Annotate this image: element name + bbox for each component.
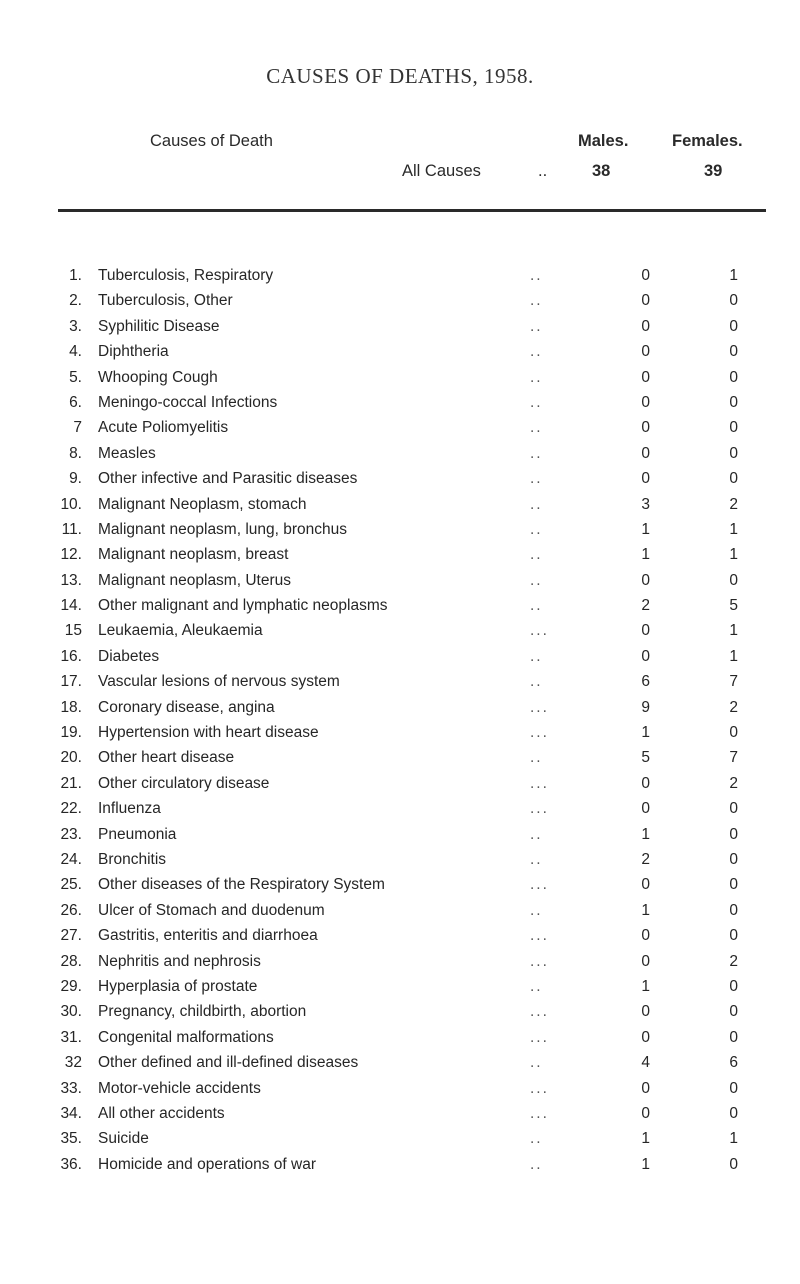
row-number: 30. [60,1003,82,1021]
females-count: 0 [729,419,738,437]
leader-dots: ... [530,927,549,945]
leader-dots: .. [530,444,543,462]
table-row [0,318,800,343]
males-count: 6 [641,673,650,691]
cause-name: Pneumonia [98,825,177,843]
leader-dots: .. [530,1130,543,1148]
leader-dots: .. [530,292,543,310]
females-count: 7 [729,673,738,691]
females-count: 1 [729,647,738,665]
males-count: 1 [641,724,650,742]
table-row [0,673,800,698]
cause-name: Acute Poliomyelitis [98,419,229,437]
table-row [0,470,800,495]
males-count: 0 [641,876,650,894]
females-count: 1 [729,1130,738,1148]
cause-name: Malignant Neoplasm, stomach [98,495,307,513]
table-row [0,521,800,546]
cause-name: Tuberculosis, Respiratory [98,267,274,284]
leader-dots: ... [530,1003,549,1021]
table-row [0,876,800,901]
table-row [0,902,800,927]
females-count: 0 [729,393,738,411]
males-count: 1 [641,825,650,843]
cause-name: Ulcer of Stomach and duodenum [98,901,325,919]
females-count: 0 [729,927,738,945]
males-count: 0 [641,1003,650,1021]
females-count: 0 [729,1104,738,1122]
row-number: 16. [60,647,82,665]
leader-dots: .. [530,901,543,919]
leader-dots: .. [530,597,543,615]
males-count: 5 [641,749,650,767]
leader-dots: ... [530,774,549,792]
leader-dots: ... [530,800,549,818]
table-row [0,648,800,673]
cause-name: Gastritis, enteritis and diarrhoea [98,927,318,945]
females-count: 0 [729,1028,738,1046]
males-count: 1 [641,520,650,538]
leader-dots: .. [530,495,543,513]
row-number: 10. [60,495,82,513]
leader-dots: ... [530,1079,549,1097]
females-count: 0 [729,724,738,742]
table-row [0,1130,800,1155]
males-count: 0 [641,1028,650,1046]
males-count: 0 [641,393,650,411]
leader-dots: .. [530,749,543,767]
males-count: 1 [641,1155,650,1173]
females-count: 0 [729,1079,738,1097]
females-column-header: Females. [672,132,743,150]
males-count: 0 [641,800,650,818]
row-number: 12. [60,546,82,564]
females-count: 1 [729,520,738,538]
all-causes-males: 38 [592,162,611,180]
table-row [0,267,800,292]
females-count: 0 [729,1155,738,1173]
females-count: 0 [729,571,738,589]
table-row [0,445,800,470]
cause-name: Diphtheria [98,343,169,361]
males-count: 0 [641,622,650,640]
row-number: 31. [60,1028,82,1046]
table-row [0,1156,800,1181]
table-row [0,775,800,800]
page-title: CAUSES OF DEATHS, 1958. [266,64,534,88]
table-row [0,851,800,876]
cause-name: Bronchitis [98,850,167,868]
cause-name: Whooping Cough [98,368,218,386]
leader-dots: .. [530,343,543,361]
table-row [0,1080,800,1105]
header-divider [58,209,766,212]
row-number: 28. [60,952,82,970]
cause-name: Hypertension with heart disease [98,724,319,742]
leader-dots: .. [530,673,543,691]
males-count: 0 [641,343,650,361]
table-row [0,546,800,571]
leader-dots: ... [530,1028,549,1046]
males-count: 2 [641,597,650,615]
males-count: 2 [641,850,650,868]
males-count: 0 [641,1079,650,1097]
cause-name: Suicide [98,1130,149,1148]
males-count: 9 [641,698,650,716]
leader-dots: .. [530,825,543,843]
males-count: 0 [641,419,650,437]
cause-name: Other circulatory disease [98,774,270,792]
females-count: 0 [729,901,738,919]
cause-name: Motor-vehicle accidents [98,1079,261,1097]
females-count: 0 [729,850,738,868]
females-count: 0 [729,444,738,462]
cause-name: Other heart disease [98,749,235,767]
row-number: 9. [69,470,82,488]
row-number: 33. [60,1079,82,1097]
row-number: 21. [60,774,82,792]
leader-dots: .. [530,267,543,284]
males-count: 0 [641,952,650,970]
leader-dots: ... [530,724,549,742]
row-number: 26. [60,901,82,919]
males-count: 0 [641,571,650,589]
leader-dots: .. [530,571,543,589]
males-count: 0 [641,368,650,386]
row-number: 11. [61,520,82,538]
leader-dots: .. [530,1155,543,1173]
males-column-header: Males. [578,132,629,150]
cause-name: Congenital malformations [98,1028,274,1046]
leader-dots: .. [530,520,543,538]
leader-dots: ... [530,876,549,894]
leader-dots: ... [530,952,549,970]
table-row [0,1003,800,1028]
cause-name: Malignant neoplasm, Uterus [98,571,291,589]
row-number: 20. [60,749,82,767]
females-count: 0 [729,977,738,995]
females-count: 5 [729,597,738,615]
row-number: 17. [60,673,82,691]
cause-name: Malignant neoplasm, lung, bronchus [98,520,348,538]
leader-dots: ... [530,698,549,716]
females-count: 0 [729,317,738,335]
table-row [0,749,800,774]
table-row [0,622,800,647]
females-count: 0 [729,876,738,894]
row-number: 22. [60,800,82,818]
females-count: 0 [729,343,738,361]
males-count: 1 [641,546,650,564]
row-number: 36. [60,1155,82,1173]
leader-dots: .. [530,393,543,411]
males-count: 1 [641,1130,650,1148]
females-count: 2 [729,774,738,792]
row-number: 14. [60,597,82,615]
table-row [0,419,800,444]
table-row [0,343,800,368]
females-count: 0 [729,470,738,488]
cause-name: Pregnancy, childbirth, abortion [98,1003,307,1021]
row-number: 3. [69,317,82,335]
row-number: 34. [60,1104,82,1122]
cause-name: Influenza [98,800,161,818]
row-number: 2. [69,292,82,310]
cause-name: Vascular lesions of nervous system [98,673,340,691]
row-number: 8. [69,444,82,462]
males-count: 0 [641,267,650,284]
cause-name: Hyperplasia of prostate [98,977,258,995]
row-number: 19. [60,724,82,742]
table-row [0,292,800,317]
cause-name: Syphilitic Disease [98,317,220,335]
cause-name: Diabetes [98,647,160,665]
cause-name: Meningo-coccal Infections [98,393,278,411]
table-row [0,597,800,622]
females-count: 6 [729,1054,738,1072]
row-number: 29. [60,977,82,995]
females-count: 0 [729,292,738,310]
leader-dots: .. [530,419,543,437]
leader-dots: .. [530,317,543,335]
row-number: 27. [60,927,82,945]
females-count: 1 [729,267,738,284]
cause-name: Malignant neoplasm, breast [98,546,289,564]
cause-name: Leukaemia, Aleukaemia [98,622,263,640]
table-row [0,826,800,851]
males-count: 1 [641,901,650,919]
causes-column-header: Causes of Death [150,132,273,150]
leader-dots: .. [530,470,543,488]
males-count: 3 [641,495,650,513]
leader-dots: .. [530,368,543,386]
females-count: 2 [729,952,738,970]
males-count: 0 [641,774,650,792]
leader-dots: .. [530,647,543,665]
causes-table [0,267,800,1181]
leader-dots: .. [530,850,543,868]
males-count: 0 [641,317,650,335]
table-row [0,369,800,394]
cause-name: Other defined and ill-defined diseases [98,1054,359,1072]
table-row [0,978,800,1003]
cause-name: Homicide and operations of war [98,1155,316,1173]
females-count: 0 [729,800,738,818]
cause-name: Other malignant and lymphatic neoplasms [98,597,388,615]
row-number: 18. [60,698,82,716]
females-count: 1 [729,546,738,564]
row-number: 13. [60,571,82,589]
leader-dots: ... [530,622,549,640]
row-number: 32 [64,1054,82,1072]
all-causes-females: 39 [704,162,723,180]
males-count: 0 [641,647,650,665]
cause-name: Other diseases of the Respiratory System [98,876,385,894]
cause-name: Tuberculosis, Other [98,292,233,310]
all-causes-label: All Causes [402,162,481,180]
cause-name: All other accidents [98,1104,225,1122]
leader-dots: .. [530,977,543,995]
row-number: 35. [60,1130,82,1148]
leader-dots: .. [530,1054,543,1072]
row-number: 25. [60,876,82,894]
row-number: 15 [64,622,82,640]
table-row [0,953,800,978]
males-count: 1 [641,977,650,995]
table-row [0,699,800,724]
leader-dots: .. [530,546,543,564]
females-count: 2 [729,495,738,513]
females-count: 0 [729,825,738,843]
all-causes-dots: .. [538,162,548,180]
females-count: 7 [729,749,738,767]
table-row [0,1029,800,1054]
table-row [0,1054,800,1079]
males-count: 0 [641,470,650,488]
table-row [0,1105,800,1130]
table-row [0,572,800,597]
row-number: 1. [69,267,82,284]
table-row [0,394,800,419]
cause-name: Coronary disease, angina [98,698,275,716]
row-number: 24. [60,850,82,868]
females-count: 0 [729,1003,738,1021]
females-count: 2 [729,698,738,716]
row-number: 6. [69,393,82,411]
row-number: 4. [69,343,82,361]
cause-name: Measles [98,444,156,462]
row-number: 23. [60,825,82,843]
males-count: 0 [641,444,650,462]
cause-name: Nephritis and nephrosis [98,952,261,970]
table-row [0,800,800,825]
females-count: 1 [729,622,738,640]
males-count: 0 [641,1104,650,1122]
males-count: 0 [641,927,650,945]
table-row [0,724,800,749]
cause-name: Other infective and Parasitic diseases [98,470,358,488]
females-count: 0 [729,368,738,386]
table-row [0,927,800,952]
row-number: 5. [69,368,82,386]
table-row [0,496,800,521]
row-number: 7 [73,419,82,437]
males-count: 4 [641,1054,650,1072]
males-count: 0 [641,292,650,310]
leader-dots: ... [530,1104,549,1122]
